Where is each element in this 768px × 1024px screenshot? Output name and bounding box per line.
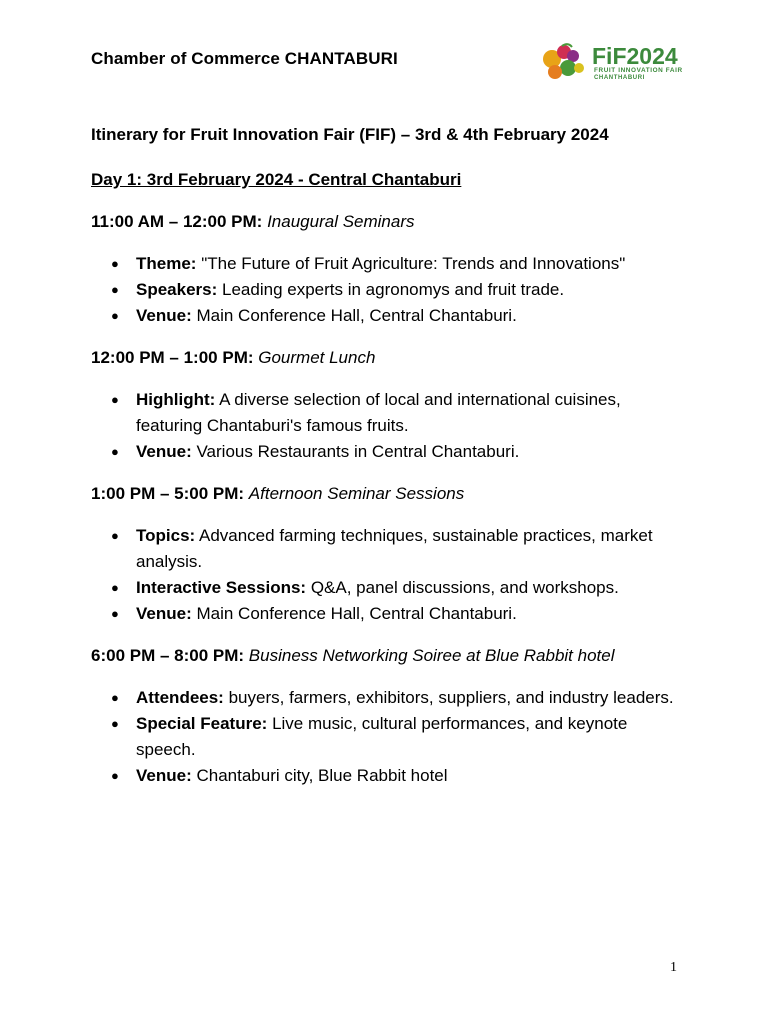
session-details: [91, 685, 691, 789]
list-item: [91, 303, 691, 329]
logo-subtitle: FRUIT INNOVATION FAIR: [594, 67, 683, 74]
session-time: 1:00 PM – 5:00 PM:: [91, 484, 245, 503]
item-label: Venue:: [136, 306, 192, 325]
item-label: Venue:: [136, 442, 192, 461]
bullet-icon: ●: [111, 308, 119, 323]
session-name: Gourmet Lunch: [258, 348, 376, 367]
item-label: Theme:: [136, 254, 197, 273]
session-time: 11:00 AM – 12:00 PM:: [91, 212, 263, 231]
list-item: [91, 711, 691, 763]
item-label: Special Feature:: [136, 714, 268, 733]
item-text: Various Restaurants in Central Chantaburi.: [196, 442, 520, 461]
list-item: [91, 763, 691, 789]
item-label: Speakers:: [136, 280, 218, 299]
logo-main-text: FiF2024: [592, 43, 678, 69]
session-details: [91, 251, 691, 329]
list-item: [91, 387, 691, 439]
bullet-icon: ●: [111, 690, 119, 705]
itinerary-title: Itinerary for Fruit Innovation Fair (FIF) – 3rd & 4th February 2024: [91, 125, 609, 144]
bullet-icon: ●: [111, 444, 119, 459]
item-text: Leading experts in agronomys and fruit trade.: [222, 280, 565, 299]
item-text: Chantaburi city, Blue Rabbit hotel: [196, 766, 448, 785]
list-item: [91, 251, 691, 277]
session-time: 12:00 PM – 1:00 PM:: [91, 348, 254, 367]
item-text: Live music, cultural performances, and keynote speech.: [136, 714, 628, 759]
session-heading: [91, 345, 691, 371]
bullet-icon: ●: [111, 282, 119, 297]
item-label: Highlight:: [136, 390, 216, 409]
bullet-icon: ●: [111, 392, 119, 407]
item-label: Venue:: [136, 604, 192, 623]
bullet-icon: ●: [111, 580, 119, 595]
session-name: Inaugural Seminars: [267, 212, 415, 231]
list-item: [91, 601, 691, 627]
item-label: Venue:: [136, 766, 192, 785]
bullet-icon: ●: [111, 256, 119, 271]
session-heading: [91, 643, 691, 669]
fif2024-logo: [538, 42, 720, 82]
item-text: Main Conference Hall, Central Chantaburi.: [196, 604, 517, 623]
bullet-icon: ●: [111, 716, 119, 731]
item-text: Q&A, panel discussions, and workshops.: [310, 578, 619, 597]
session-details: [91, 523, 691, 627]
bullet-icon: ●: [111, 606, 119, 621]
item-label: Topics:: [136, 526, 196, 545]
list-item: [91, 685, 691, 711]
list-item: [91, 575, 691, 601]
item-text: A diverse selection of local and international cuisines, featuring Chantaburi's famous fruits.: [136, 390, 621, 435]
list-item: [91, 439, 691, 465]
item-text: "The Future of Fruit Agriculture: Trends and Innovations": [201, 254, 626, 273]
bullet-icon: ●: [111, 528, 119, 543]
item-label: Attendees:: [136, 688, 224, 707]
organization-name: Chamber of Commerce CHANTABURI: [91, 49, 398, 68]
day-title: Day 1: 3rd February 2024 - Central Chantaburi: [91, 170, 462, 189]
page-number: 1: [670, 960, 677, 975]
itinerary-content: [91, 122, 691, 805]
item-text: Main Conference Hall, Central Chantaburi.: [196, 306, 517, 325]
item-text: buyers, farmers, exhibitors, suppliers, and industry leaders.: [228, 688, 674, 707]
item-label: Interactive Sessions:: [136, 578, 307, 597]
bullet-icon: ●: [111, 768, 119, 783]
session-details: [91, 387, 691, 465]
fruit-cluster-icon: [543, 44, 584, 79]
item-text: Advanced farming techniques, sustainable practices, market analysis.: [136, 526, 653, 571]
list-item: [91, 523, 691, 575]
list-item: [91, 277, 691, 303]
session-heading: [91, 481, 691, 507]
session-time: 6:00 PM – 8:00 PM:: [91, 646, 245, 665]
session-name: Business Networking Soiree at Blue Rabbit hotel: [248, 646, 615, 665]
session-heading: [91, 209, 691, 235]
session-name: Afternoon Seminar Sessions: [248, 484, 465, 503]
logo-city: CHANTHABURI: [594, 75, 645, 81]
